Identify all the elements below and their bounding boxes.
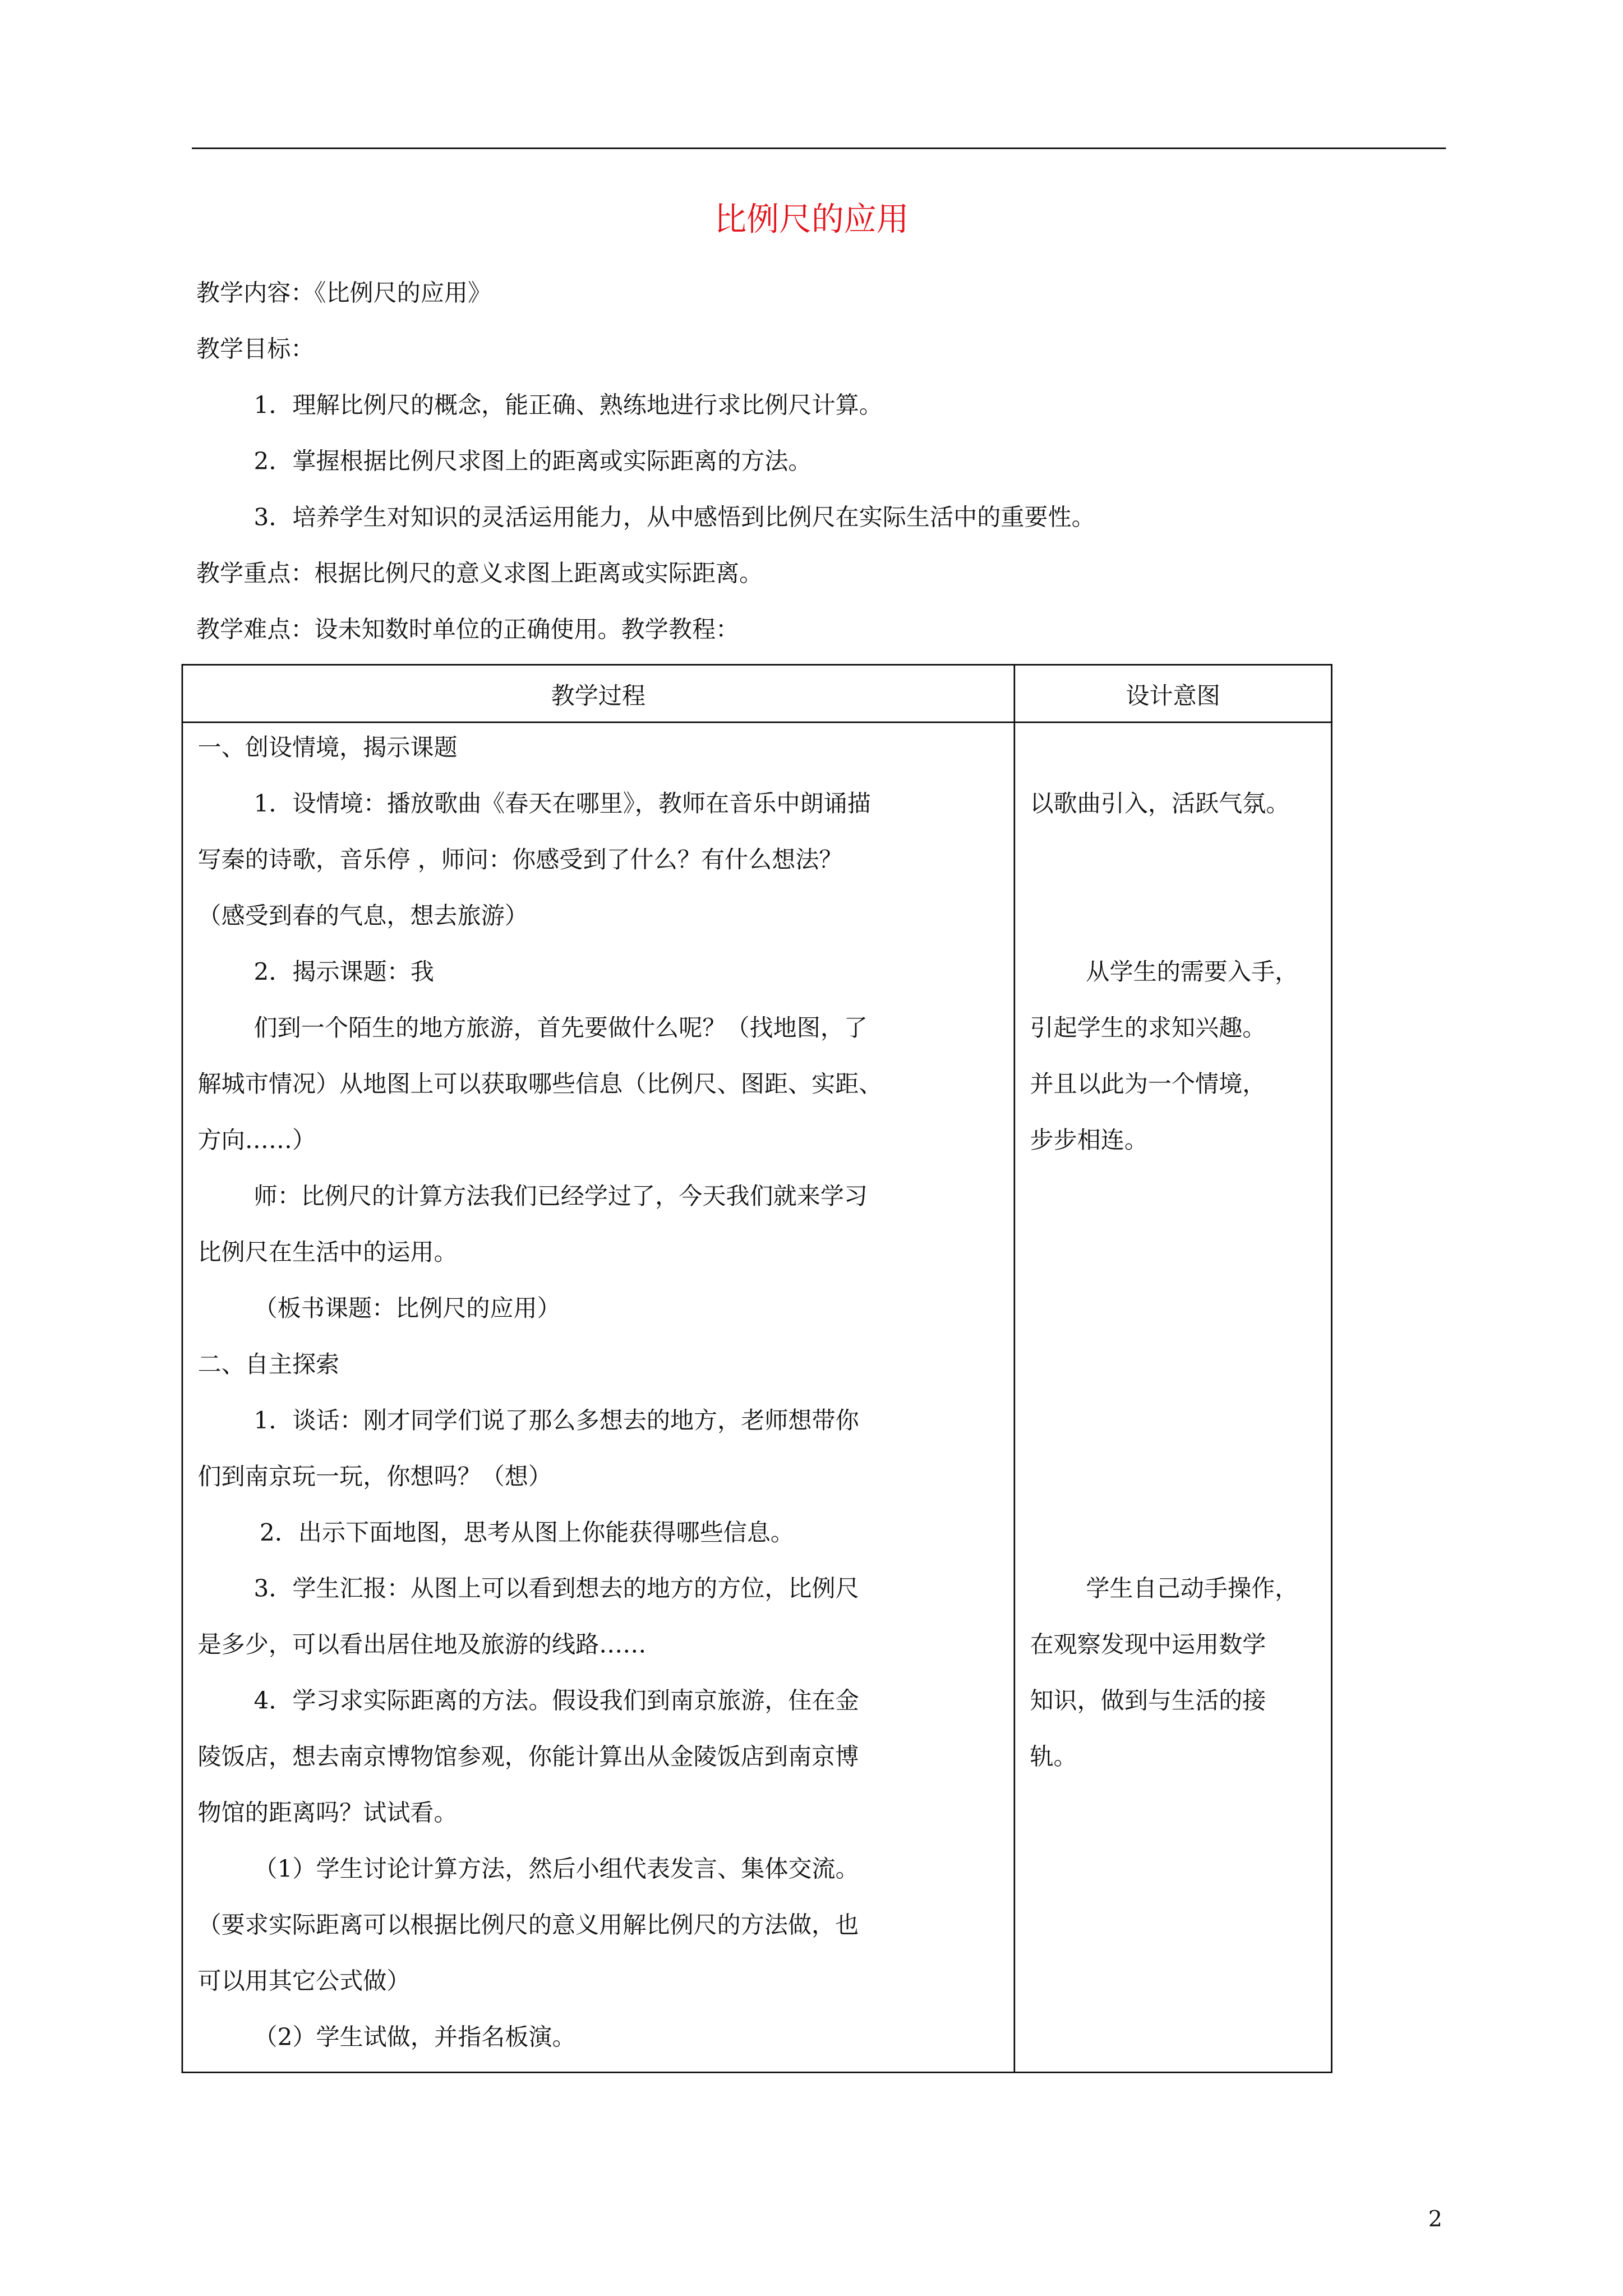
process-cell bbox=[182, 722, 1015, 2072]
page-number: 2 bbox=[1428, 2206, 1442, 2233]
teaching-content: 教学内容：《比例尺的应用》 bbox=[196, 279, 492, 307]
process-line: 3．学生汇报：从图上可以看到想去的地方的方位，比例尺 bbox=[253, 1574, 859, 1603]
teaching-key-point: 教学重点：根据比例尺的意义求图上距离或实际距离。 bbox=[196, 559, 763, 588]
header-design-intent: 设计意图 bbox=[1015, 665, 1332, 722]
process-line: （2）学生试做，并指名板演。 bbox=[253, 2023, 576, 2051]
process-line: （板书课题：比例尺的应用） bbox=[253, 1294, 561, 1322]
intent-line: 轨。 bbox=[1030, 1742, 1077, 1771]
process-line: 可以用其它公式做） bbox=[197, 1967, 411, 1995]
teaching-difficulty: 教学难点：设未知数时单位的正确使用。教学教程： bbox=[196, 615, 740, 644]
process-line: 1．谈话：刚才同学们说了那么多想去的地方，老师想带你 bbox=[253, 1406, 859, 1435]
page-title: 比例尺的应用 bbox=[714, 202, 909, 239]
process-line: 写秦的诗歌，音乐停 ，师问：你感受到了什么？有什么想法？ bbox=[197, 845, 843, 874]
process-line: 方向……） bbox=[197, 1126, 316, 1154]
goal-item: 3．培养学生对知识的灵活运用能力，从中感悟到比例尺在实际生活中的重要性。 bbox=[253, 503, 1095, 532]
process-line: 们到一个陌生的地方旅游，首先要做什么呢？（找地图，了 bbox=[253, 1013, 868, 1042]
process-line: 4．学习求实际距离的方法。假设我们到南京旅游，住在金 bbox=[253, 1686, 859, 1715]
header-rule bbox=[192, 147, 1446, 149]
process-line: 2．揭示课题：我 bbox=[253, 957, 435, 986]
lesson-table bbox=[182, 664, 1332, 2073]
header-teaching-process: 教学过程 bbox=[182, 665, 1015, 722]
intent-cell bbox=[1015, 722, 1332, 2072]
process-line: 二、自主探索 bbox=[197, 1350, 340, 1378]
intent-line: 学生自己动手操作， bbox=[1086, 1574, 1299, 1603]
process-line: 陵饭店，想去南京博物馆参观，你能计算出从金陵饭店到南京博 bbox=[197, 1742, 859, 1771]
goal-item: 2．掌握根据比例尺求图上的距离或实际距离的方法。 bbox=[253, 447, 812, 476]
process-line: 解城市情况）从地图上可以获取哪些信息（比例尺、图距、实距、 bbox=[197, 1069, 883, 1098]
process-line: 是多少，可以看出居住地及旅游的线路…… bbox=[197, 1630, 647, 1659]
intent-line: 步步相连。 bbox=[1030, 1126, 1148, 1154]
process-line: （感受到春的气息，想去旅游） bbox=[197, 901, 528, 930]
process-line: 比例尺在生活中的运用。 bbox=[197, 1238, 458, 1266]
intent-line: 引起学生的求知兴趣。 bbox=[1030, 1013, 1266, 1042]
process-line: 一、创设情境，揭示课题 bbox=[197, 733, 458, 762]
intent-line: 在观察发现中运用数学 bbox=[1030, 1630, 1266, 1659]
intent-line: 以歌曲引入，活跃气氛。 bbox=[1030, 789, 1290, 818]
goal-item: 1．理解比例尺的概念，能正确、熟练地进行求比例尺计算。 bbox=[253, 391, 883, 419]
table-row bbox=[182, 722, 1332, 2072]
process-line: 物馆的距离吗？试试看。 bbox=[197, 1799, 458, 1827]
process-line: 们到南京玩一玩，你想吗？（想） bbox=[197, 1462, 552, 1491]
intent-line: 知识，做到与生活的接 bbox=[1030, 1686, 1266, 1715]
intent-line: 并且以此为一个情境， bbox=[1030, 1069, 1266, 1098]
table-header-row bbox=[182, 665, 1332, 722]
process-line: 师：比例尺的计算方法我们已经学过了，今天我们就来学习 bbox=[253, 1182, 868, 1210]
intent-line: 从学生的需要入手， bbox=[1086, 957, 1299, 986]
process-line: 2．出示下面地图，思考从图上你能获得哪些信息。 bbox=[260, 1518, 794, 1547]
process-line: （1）学生讨论计算方法，然后小组代表发言、集体交流。 bbox=[253, 1855, 859, 1883]
process-line: 1．设情境：播放歌曲《春天在哪里》，教师在音乐中朗诵描 bbox=[253, 789, 871, 818]
teaching-goals-label: 教学目标： bbox=[196, 335, 315, 363]
process-line: （要求实际距离可以根据比例尺的意义用解比例尺的方法做，也 bbox=[197, 1911, 859, 1939]
